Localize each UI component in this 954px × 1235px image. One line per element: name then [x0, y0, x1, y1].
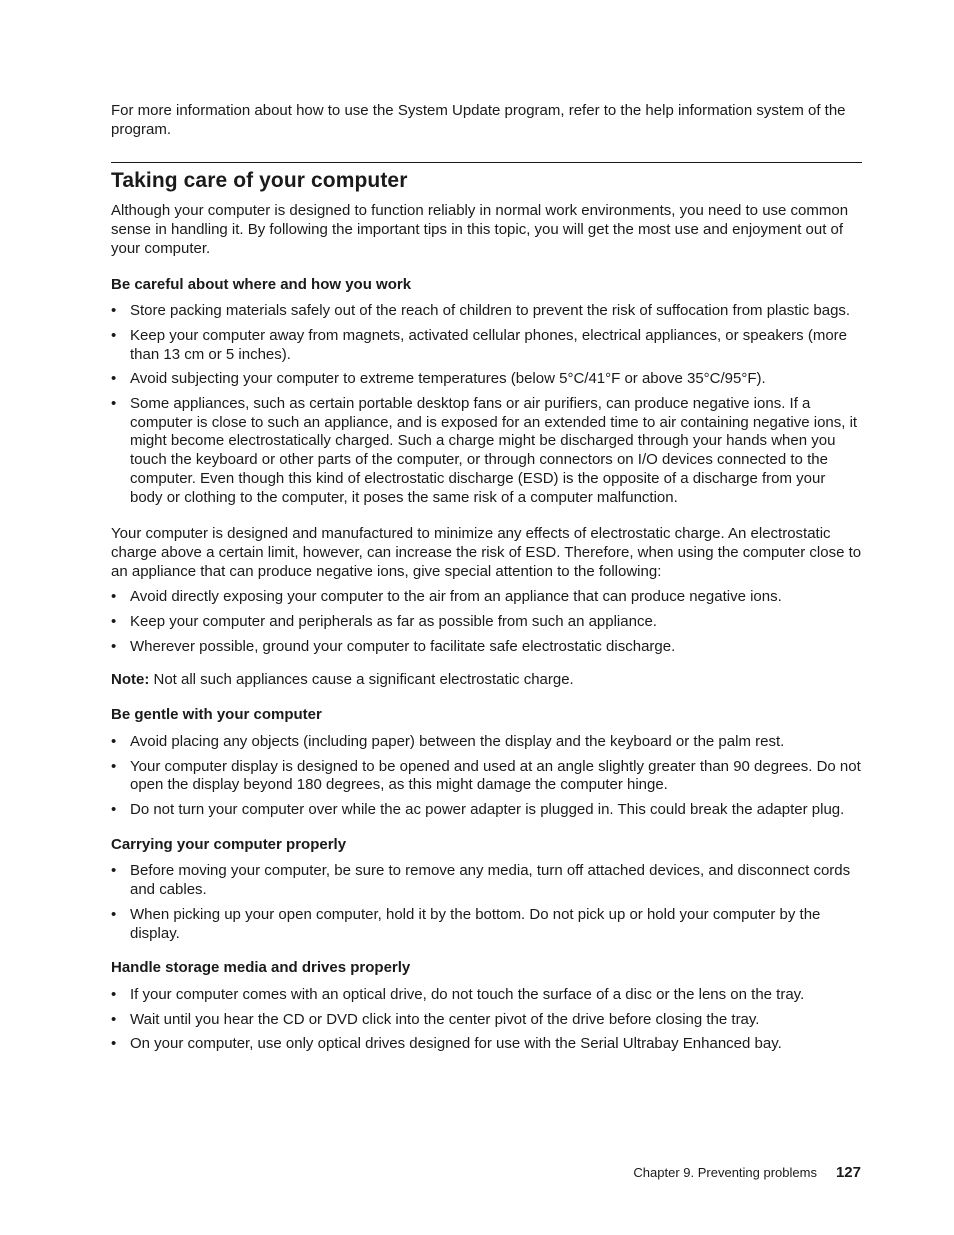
list-item-text: Avoid subjecting your computer to extreme temperatures (below 5°C/41°F or above 35°C/95°F). [130, 370, 766, 388]
section-divider [111, 162, 862, 163]
list-item-text: Wait until you hear the CD or DVD click into the center pivot of the drive before closing the tray. [130, 1010, 760, 1028]
section-heading-storage: Handle storage media and drives properly [111, 959, 411, 977]
list-item-text: Keep your computer away from magnets, activated cellular phones, electrical appliances, or speakers (more than 13 cm or 5 inches). [130, 326, 848, 363]
list-item [111, 302, 862, 321]
list-item [111, 801, 862, 820]
list-item-text: If your computer comes with an optical drive, do not touch the surface of a disc or the lens on the tray. [130, 985, 805, 1003]
list-item-text: Keep your computer and peripherals as far as possible from such an appliance. [130, 613, 657, 631]
list-item [111, 327, 862, 364]
bullet-icon: • [111, 862, 117, 880]
list-item-text: Avoid placing any objects (including paper) between the display and the keyboard or the palm rest. [130, 732, 785, 750]
bullet-icon: • [111, 757, 117, 775]
footer-chapter-label: Chapter 9. Preventing problems [633, 1165, 817, 1180]
section-heading-where-how: Be careful about where and how you work [111, 275, 412, 293]
page-title: Taking care of your computer [111, 169, 408, 193]
bullet-icon: • [111, 637, 117, 655]
bullet-list-carrying [111, 862, 862, 943]
list-item-text: Store packing materials safely out of the reach of children to prevent the risk of suffocation from plastic bags. [130, 302, 851, 320]
bullet-icon: • [111, 985, 117, 1003]
list-item-text: On your computer, use only optical drives designed for use with the Serial Ultrabay Enhanced bay. [130, 1035, 782, 1053]
list-item [111, 758, 862, 795]
section-heading-carrying: Carrying your computer properly [111, 835, 347, 853]
bullet-icon: • [111, 302, 117, 320]
bullet-icon: • [111, 588, 117, 606]
bullet-icon: • [111, 732, 117, 750]
section-heading-gentle: Be gentle with your computer [111, 706, 322, 724]
bullet-icon: • [111, 395, 117, 413]
list-item [111, 986, 862, 1005]
list-item-text: Your computer display is designed to be opened and used at an angle slightly greater than 90 degrees. Do not open the display beyond 180 degrees, as this might damage the computer hinge. [130, 757, 861, 794]
lead-paragraph: Although your computer is designed to function reliably in normal work environments, you need to use common sense in handling it. By following the important tips in this topic, you will get the most use and enjoyment out of your computer. [111, 202, 849, 257]
list-item [111, 395, 862, 507]
list-item-text: Avoid directly exposing your computer to the air from an appliance that can produce negative ions. [130, 588, 782, 606]
bullet-icon: • [111, 613, 117, 631]
list-item [111, 862, 862, 899]
list-item-text: Before moving your computer, be sure to remove any media, turn off attached devices, and disconnect cords and cables. [130, 862, 851, 899]
bullet-icon: • [111, 905, 117, 923]
list-item [111, 1011, 862, 1030]
list-item-text: Do not turn your computer over while the ac power adapter is plugged in. This could break the adapter plug. [130, 800, 845, 818]
list-item-text: Some appliances, such as certain portable desktop fans or air purifiers, can produce negative ions. If a computer is close to such an appliance, and is exposed for an extended time to air containing negative ions, it might become electrostatically charged. Such a charge might be discharged through your hands when you touch the keyboard or other parts of the computer, or through connectors on I/O devices connected to the computer. Even though this kind of electrostatic discharge (ESD) is the opposite of a discharge from your body or clothing to the computer, it poses the same risk of a computer malfunction. [130, 395, 858, 506]
list-item [111, 638, 862, 657]
note-label: Note: [111, 671, 150, 689]
note-text: Not all such appliances cause a significant electrostatic charge. [153, 671, 574, 689]
bullet-icon: • [111, 800, 117, 818]
bullet-icon: • [111, 1035, 117, 1053]
list-item [111, 588, 862, 607]
list-item [111, 906, 862, 943]
page-number: 127 [835, 1164, 861, 1181]
page-content [111, 102, 862, 1060]
bullet-list-where-how [111, 302, 862, 507]
list-item [111, 370, 862, 389]
bullet-list-esd [111, 588, 862, 656]
esd-paragraph: Your computer is designed and manufactured to minimize any effects of electrostatic charge. An electrostatic charge above a certain limit, however, can increase the risk of ESD. Therefore, when using the computer close to an appliance that can produce negative ions, give special attention to the following: [111, 525, 862, 580]
note-paragraph [111, 671, 862, 690]
list-item [111, 1035, 862, 1054]
bullet-list-gentle [111, 733, 862, 820]
bullet-list-storage [111, 986, 862, 1054]
intro-paragraph: For more information about how to use the System Update program, refer to the help information system of the program. [111, 102, 846, 138]
bullet-icon: • [111, 326, 117, 344]
list-item [111, 613, 862, 632]
bullet-icon: • [111, 370, 117, 388]
list-item-text: Wherever possible, ground your computer to facilitate safe electrostatic discharge. [130, 637, 676, 655]
bullet-icon: • [111, 1010, 117, 1028]
page-footer [633, 1163, 861, 1183]
list-item-text: When picking up your open computer, hold it by the bottom. Do not pick up or hold your computer by the display. [130, 905, 821, 942]
list-item [111, 733, 862, 752]
